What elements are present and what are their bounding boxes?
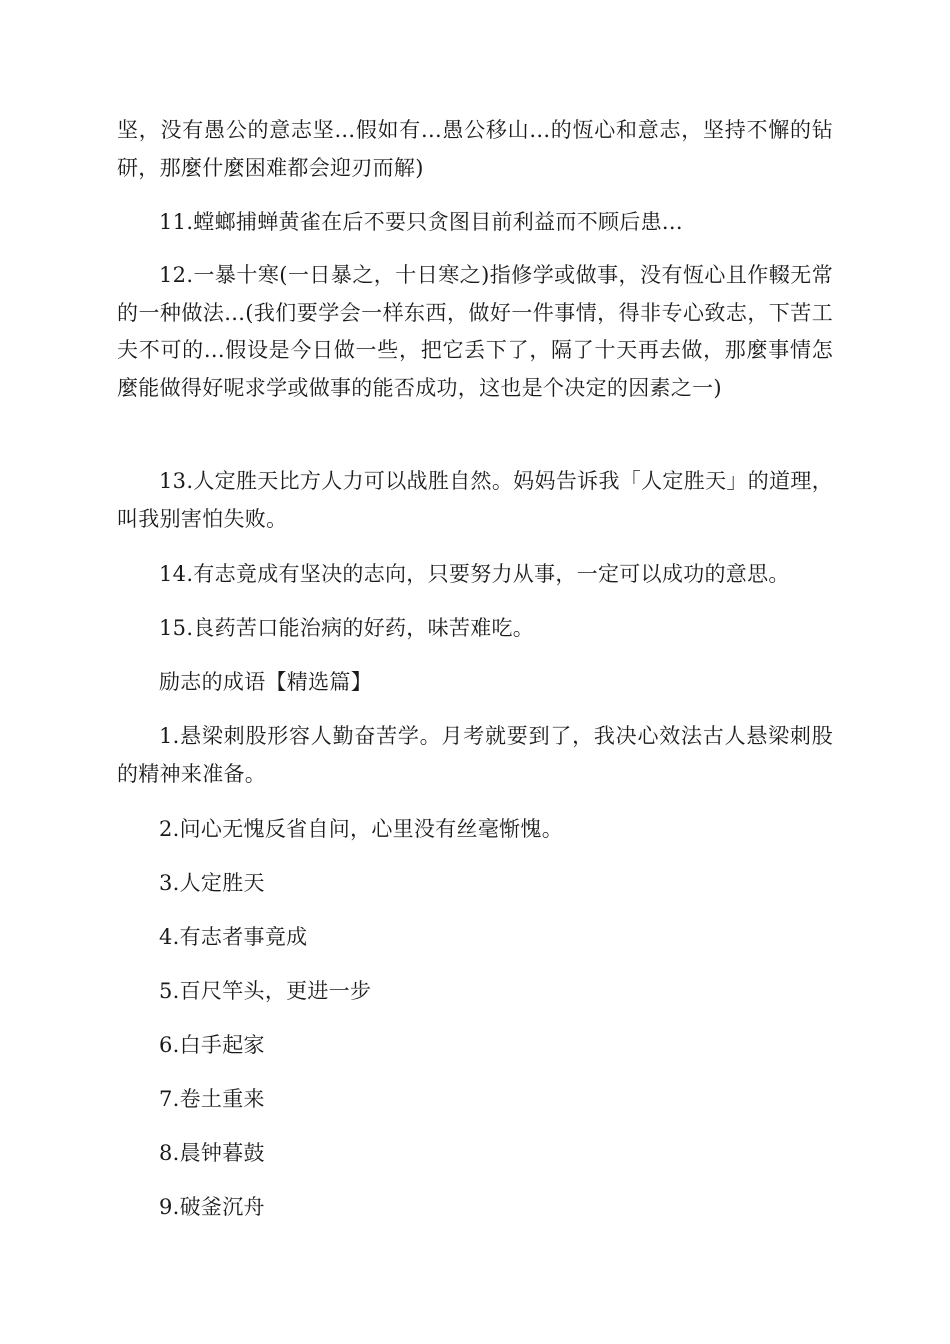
paragraph-item-9: 9.破釜沉舟 (159, 1195, 265, 1219)
paragraph-item-4: 4.有志者事竟成 (159, 925, 308, 949)
paragraph-item-5: 5.百尺竿头，更进一步 (159, 979, 372, 1003)
paragraph-item-3: 3.人定胜天 (159, 871, 265, 895)
paragraph-item-7: 7.卷土重来 (159, 1087, 265, 1111)
paragraph-item-6: 6.白手起家 (159, 1033, 265, 1057)
paragraph-item-12: 12.一暴十寒(一日暴之，十日寒之)指修学或做事，没有恆心且作輟无常的一种做法...(我们要学会一样东西，做好一件事情，得非专心致志，下苦工夫不可的...假设是今日做一些，把它丢下了，隔了十天再去做，那麼事情怎麼能做得好呢求学或做事的能否成功，这也是个决定的因素之一) (117, 263, 833, 400)
paragraph-item-8: 8.晨钟暮鼓 (159, 1141, 265, 1165)
paragraph-item-11: 11.螳螂捕蝉黄雀在后不要只贪图目前利益而不顾后患... (159, 210, 683, 234)
section-heading: 励志的成语【精选篇】 (159, 670, 372, 694)
paragraph-item-1: 1.悬梁刺股形容人勤奋苦学。月考就要到了，我决心效法古人悬梁刺股的精神来准备。 (117, 724, 833, 786)
paragraph-item-13: 13.人定胜天比方人力可以战胜自然。妈妈告诉我「人定胜天」的道理，叫我别害怕失败。 (117, 469, 833, 531)
paragraph-item-14: 14.有志竟成有坚决的志向，只要努力从事，一定可以成功的意思。 (159, 562, 790, 586)
paragraph-item-2: 2.问心无愧反省自问，心里没有丝毫惭愧。 (159, 817, 564, 841)
paragraph-item-15: 15.良药苦口能治病的好药，味苦难吃。 (159, 616, 535, 640)
paragraph-continuation: 坚，没有愚公的意志坚...假如有...愚公移山...的恆心和意志，坚持不懈的钻研，那麼什麼困难都会迎刃而解) (117, 118, 833, 180)
